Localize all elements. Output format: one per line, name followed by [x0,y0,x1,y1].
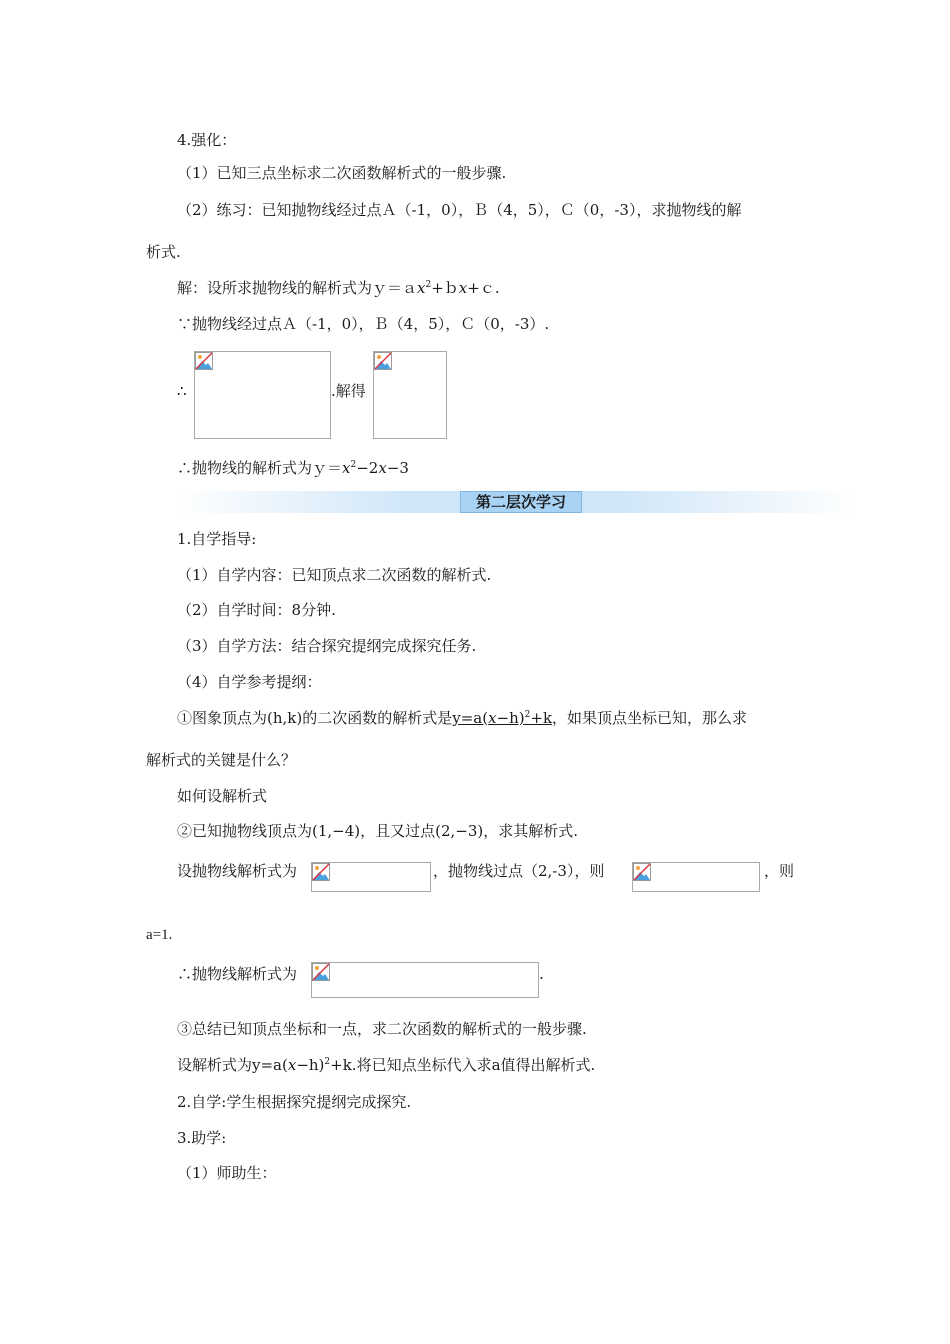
solution-line: 解：设所求抛物线的解析式为ｙ＝ａx$^2$+ｂx+ｃ. [177,279,500,297]
equation-image-placeholder [194,351,331,439]
section-banner-label: 第二层次学习 [460,491,582,513]
question-1: ①图象顶点为(h,k)的二次函数的解析式是$y=a(x-h)^2+k$，如果顶点坐标已知，那么求 [177,709,748,727]
vertex-form-formula: $y=a(x-h)^2+k$ [452,709,553,727]
question-3-answer: 设解析式为$y=a(x-h)^2+k$.将已知点坐标代入求a值得出解析式. [177,1056,596,1074]
result-line: ∴抛物线的解析式为$y=x^2-2x-3$ [177,459,409,477]
solve-text: .解得 [331,382,366,400]
question-2-end-text: ，则 [764,862,795,880]
section-4-title: 4.强化： [177,131,237,149]
therefore-symbol: ∴ [177,382,187,400]
equation-image-placeholder-2 [632,862,760,892]
section-banner [175,491,855,513]
question-2-a-value: a=1. [146,927,173,943]
broken-image-icon [195,352,213,370]
guide-time: （2）自学时间：8分钟. [177,601,336,619]
step-1-text: （1）已知三点坐标求二次函数解析式的一般步骤. [177,164,507,182]
guide-outline: （4）自学参考提纲： [177,673,322,691]
formula-image-placeholder [311,862,431,892]
broken-image-icon [312,863,330,881]
question-2-result-text: ∴抛物线解析式为 [177,965,298,983]
broken-image-icon [374,352,392,370]
teacher-assist-line: （1）师助生： [177,1164,277,1182]
question-3: ③总结已知顶点坐标和一点，求二次函数的解析式的一般步骤. [177,1020,587,1038]
question-2-set-text: 设抛物线解析式为 [177,862,298,880]
solution-image-placeholder [373,351,447,439]
assist-title: 3.助学: [177,1129,227,1147]
question-2-mid-text: ，抛物线过点（2,-3），则 [433,862,605,880]
broken-image-icon [312,963,330,981]
question-1-hint: 如何设解析式 [177,787,268,805]
question-2-result-dot: . [539,965,544,983]
guide-content: （1）自学内容：已知顶点求二次函数的解析式. [177,566,492,584]
exercise-text-cont: 析式. [146,243,181,261]
self-study-line: 2.自学:学生根据探究提纲完成探究. [177,1093,412,1111]
broken-image-icon [633,863,651,881]
because-line: ∵抛物线经过点Ａ（-1，0），Ｂ（4，5），Ｃ（0，-3）. [177,315,550,333]
exercise-text: （2）练习：已知抛物线经过点Ａ（-1，0），Ｂ（4，5），Ｃ（0，-3），求抛物线的解 [177,201,742,219]
result-image-placeholder [311,962,539,998]
question-2: ②已知抛物线顶点为(1,−4)，且又过点(2,−3)，求其解析式. [177,822,579,840]
question-1-cont: 解析式的关键是什么？ [146,751,297,769]
guide-title: 1.自学指导: [177,530,257,548]
guide-method: （3）自学方法：结合探究提纲完成探究任务. [177,637,477,655]
